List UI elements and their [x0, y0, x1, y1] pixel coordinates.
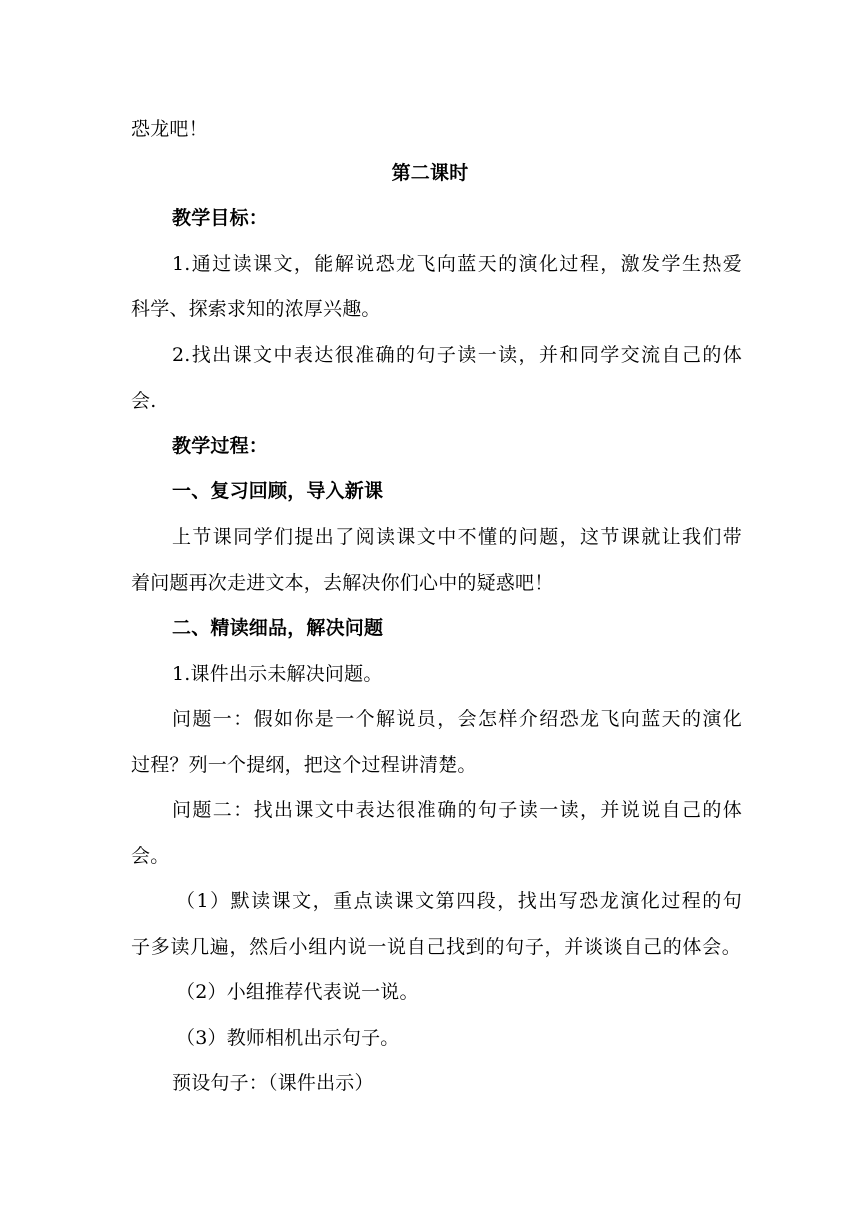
goal-2-line-2: 会.	[131, 390, 157, 412]
sub-item-1-line-2: 子多读几遍，然后小组内说一说自己找到的句子，并谈谈自己的体会。	[131, 936, 741, 958]
heading-teaching-process: 教学过程：	[172, 435, 269, 457]
question-2-line-2: 会。	[131, 845, 170, 867]
step-1-text-line-1: 上节课同学们提出了阅读课文中不懂的问题，这节课就让我们带	[172, 526, 742, 548]
text-line-continuation: 恐龙吧！	[131, 118, 208, 140]
question-1-line-2: 过程？列一个提纲，把这个过程讲清楚。	[131, 754, 477, 776]
sub-item-2: （2）小组推荐代表说一说。	[176, 981, 419, 1003]
heading-teaching-goals: 教学目标：	[172, 207, 269, 229]
step-1-text-line-2: 着问题再次走进文本，去解决你们心中的疑惑吧！	[131, 572, 554, 594]
step-1-heading: 一、复习回顾，导入新课	[172, 480, 384, 502]
question-1-line-1: 问题一：假如你是一个解说员，会怎样介绍恐龙飞向蓝天的演化	[172, 708, 742, 730]
preset-sentence-label: 预设句子：（课件出示）	[172, 1072, 374, 1094]
step-2-item-1: 1.课件出示未解决问题。	[172, 663, 383, 685]
question-2-line-1: 问题二：找出课文中表达很准确的句子读一读，并说说自己的体	[172, 799, 742, 821]
goal-1-line-2: 科学、探索求知的浓厚兴趣。	[131, 298, 381, 320]
sub-item-3: （3）教师相机出示句子。	[176, 1027, 400, 1049]
step-2-heading: 二、精读细品，解决问题	[172, 617, 384, 639]
section-title: 第二课时	[391, 162, 469, 184]
sub-item-1-line-1: （1）默读课文，重点读课文第四段，找出写恐龙演化过程的句	[176, 890, 742, 912]
goal-2-line-1: 2.找出课文中表达很准确的句子读一读，并和同学交流自己的体	[172, 344, 742, 366]
goal-1-line-1: 1.通过读课文，能解说恐龙飞向蓝天的演化过程，激发学生热爱	[172, 253, 742, 275]
